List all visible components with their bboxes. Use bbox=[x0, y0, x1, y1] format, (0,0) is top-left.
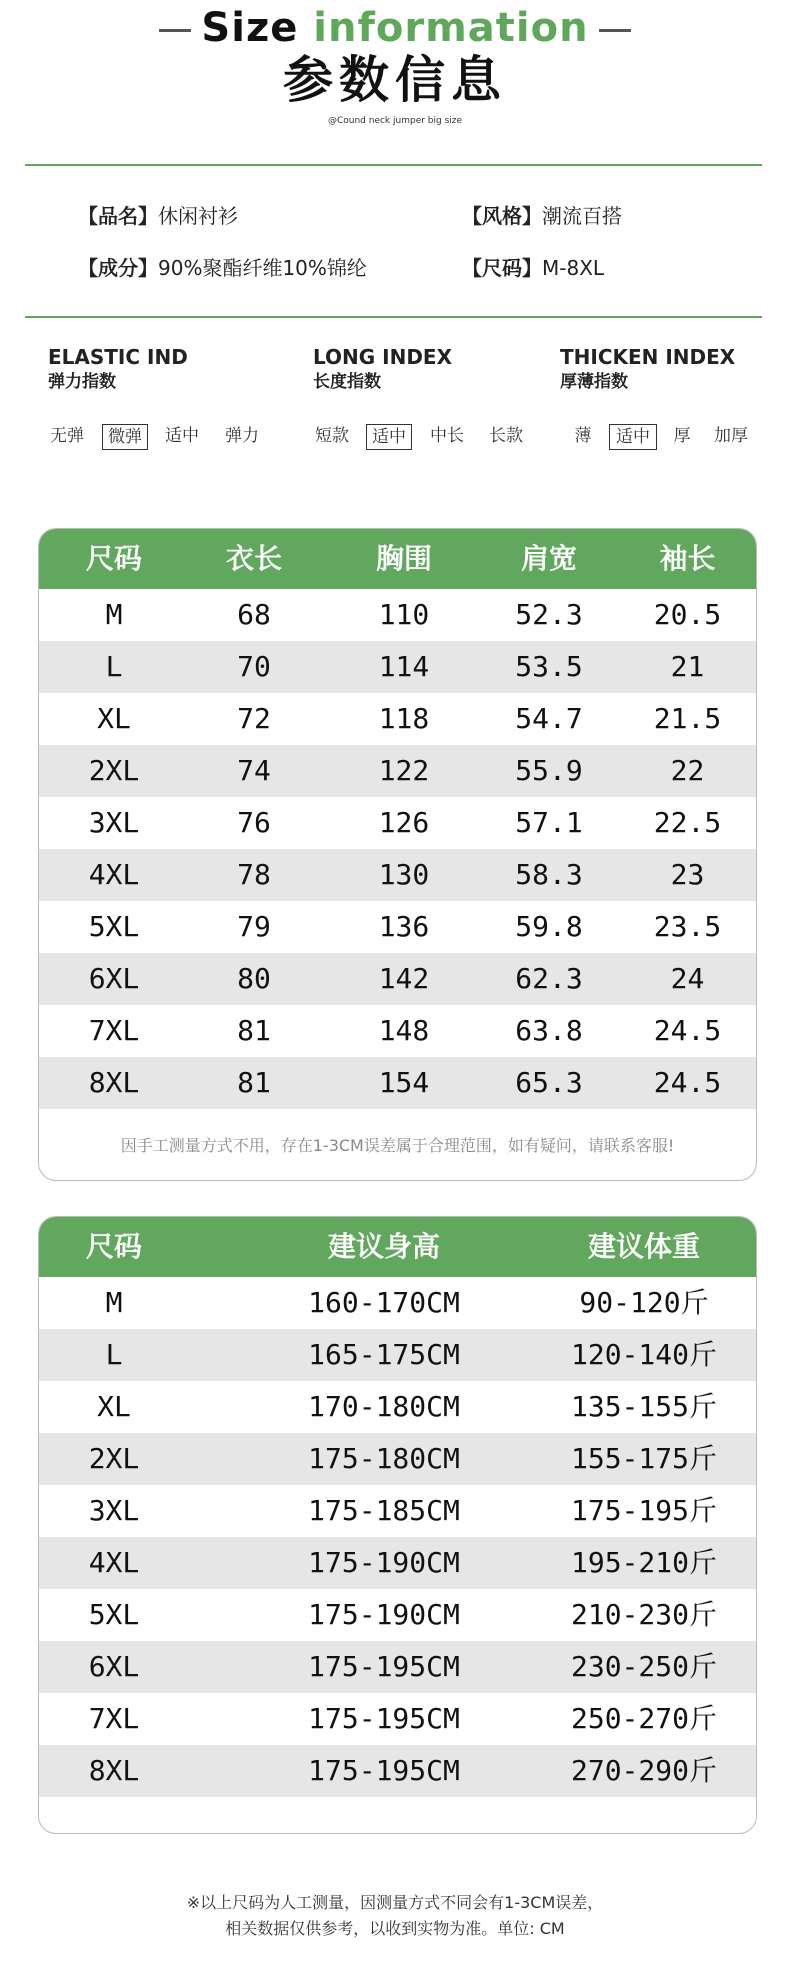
long-option-selected: 适中 bbox=[366, 424, 412, 450]
long-option: 短款 bbox=[315, 426, 349, 446]
weight-cell: 250-270斤 bbox=[570, 1702, 717, 1735]
length-cell: 78 bbox=[237, 858, 271, 891]
shoulder-cell: 59.8 bbox=[515, 910, 583, 943]
header-cell: 肩宽 bbox=[520, 542, 577, 575]
length-cell: 81 bbox=[237, 1014, 271, 1047]
property-name bbox=[78, 203, 238, 229]
sleeve-cell: 24.5 bbox=[653, 1066, 722, 1099]
sleeve-cell: 24 bbox=[670, 962, 705, 995]
title-chinese: 参数信息 bbox=[283, 51, 507, 109]
length-cell: 81 bbox=[237, 1066, 271, 1099]
header-cell: 衣长 bbox=[225, 542, 282, 575]
shoulder-cell: 65.3 bbox=[515, 1066, 583, 1099]
weight-cell: 270-290斤 bbox=[570, 1754, 717, 1787]
thicken-index-title: THICKEN INDEX bbox=[560, 345, 736, 369]
size-cell: 7XL bbox=[88, 1702, 140, 1735]
header-cell: 建议身高 bbox=[327, 1230, 440, 1263]
recommend-table bbox=[38, 1216, 757, 1834]
property-value: 休闲衬衫 bbox=[158, 204, 238, 228]
thicken-option: 厚 bbox=[673, 426, 691, 446]
long-option: 中长 bbox=[430, 426, 464, 446]
table-row bbox=[39, 797, 756, 849]
weight-cell: 135-155斤 bbox=[570, 1390, 717, 1423]
table-row bbox=[39, 1485, 756, 1537]
weight-cell: 230-250斤 bbox=[570, 1650, 717, 1683]
size-cell: M bbox=[105, 1286, 123, 1319]
height-cell: 175-195CM bbox=[308, 1650, 460, 1683]
length-cell: 80 bbox=[237, 962, 271, 995]
sleeve-cell: 23.5 bbox=[653, 910, 722, 943]
size-cell: 6XL bbox=[88, 962, 140, 995]
property-value: M-8XL bbox=[542, 256, 605, 280]
chest-cell: 154 bbox=[378, 1066, 430, 1099]
table-row bbox=[39, 1057, 756, 1109]
table-row bbox=[39, 693, 756, 745]
table-row bbox=[39, 953, 756, 1005]
property-size-range bbox=[462, 255, 604, 281]
long-index-title: LONG INDEX bbox=[313, 345, 453, 369]
page-header bbox=[0, 0, 790, 140]
chest-cell: 110 bbox=[378, 598, 430, 631]
size-cell: XL bbox=[97, 1390, 131, 1423]
chest-cell: 126 bbox=[378, 806, 430, 839]
shoulder-cell: 52.3 bbox=[515, 598, 583, 631]
weight-cell: 195-210斤 bbox=[570, 1546, 717, 1579]
length-cell: 79 bbox=[237, 910, 271, 943]
table-row bbox=[39, 1433, 756, 1485]
recommend-table-body bbox=[39, 1277, 756, 1797]
table-row bbox=[39, 1641, 756, 1693]
size-cell: M bbox=[105, 598, 123, 631]
title-english bbox=[0, 4, 790, 52]
size-cell: L bbox=[105, 1338, 123, 1371]
header-cell: 建议体重 bbox=[587, 1230, 700, 1263]
header-cell: 胸围 bbox=[375, 542, 432, 575]
title-word-information: information bbox=[313, 5, 589, 51]
shoulder-cell: 58.3 bbox=[515, 858, 583, 891]
height-cell: 165-175CM bbox=[308, 1338, 460, 1371]
thicken-index-subtitle: 厚薄指数 bbox=[560, 372, 628, 392]
size-cell: 4XL bbox=[88, 1546, 140, 1579]
chest-cell: 118 bbox=[378, 702, 430, 735]
sleeve-cell: 24.5 bbox=[653, 1014, 722, 1047]
height-cell: 175-195CM bbox=[308, 1754, 460, 1787]
size-table-body bbox=[39, 589, 756, 1109]
chest-cell: 122 bbox=[378, 754, 430, 787]
table-row bbox=[39, 1329, 756, 1381]
table-row bbox=[39, 641, 756, 693]
shoulder-cell: 53.5 bbox=[515, 650, 583, 683]
property-key: 【尺码】 bbox=[462, 256, 542, 280]
length-cell: 76 bbox=[237, 806, 271, 839]
title-word-size: Size bbox=[201, 5, 299, 51]
length-cell: 68 bbox=[237, 598, 271, 631]
footer-note-line1: ※以上尺码为人工测量，因测量方式不同会有1-3CM误差， bbox=[186, 1893, 604, 1912]
table-row bbox=[39, 589, 756, 641]
property-key: 【成分】 bbox=[78, 256, 158, 280]
table-row bbox=[39, 901, 756, 953]
property-key: 【品名】 bbox=[78, 204, 158, 228]
thicken-option: 加厚 bbox=[714, 426, 748, 446]
size-cell: 3XL bbox=[88, 1494, 140, 1527]
shoulder-cell: 57.1 bbox=[515, 806, 583, 839]
shoulder-cell: 55.9 bbox=[515, 754, 583, 787]
sleeve-cell: 23 bbox=[670, 858, 705, 891]
height-cell: 175-190CM bbox=[308, 1546, 460, 1579]
thicken-option-selected: 适中 bbox=[609, 424, 657, 450]
size-cell: 3XL bbox=[88, 806, 140, 839]
shoulder-cell: 54.7 bbox=[515, 702, 583, 735]
size-cell: 8XL bbox=[88, 1066, 140, 1099]
sleeve-cell: 21.5 bbox=[653, 702, 722, 735]
size-cell: 5XL bbox=[88, 910, 140, 943]
elastic-index-subtitle: 弹力指数 bbox=[48, 372, 116, 392]
size-cell: 4XL bbox=[88, 858, 140, 891]
thicken-option: 薄 bbox=[574, 426, 592, 446]
size-table-header bbox=[39, 529, 756, 589]
size-cell: 8XL bbox=[88, 1754, 140, 1787]
recommend-table-header bbox=[39, 1217, 756, 1277]
chest-cell: 148 bbox=[378, 1014, 430, 1047]
weight-cell: 90-120斤 bbox=[579, 1286, 709, 1319]
title-dash-left bbox=[159, 29, 191, 32]
length-cell: 74 bbox=[237, 754, 271, 787]
shoulder-cell: 63.8 bbox=[515, 1014, 583, 1047]
weight-cell: 155-175斤 bbox=[570, 1442, 717, 1475]
header-cell: 尺码 bbox=[85, 1230, 142, 1263]
table-row bbox=[39, 1537, 756, 1589]
property-value: 90%聚酯纤维10%锦纶 bbox=[158, 256, 367, 280]
table-row bbox=[39, 1745, 756, 1797]
chest-cell: 142 bbox=[378, 962, 430, 995]
shoulder-cell: 62.3 bbox=[515, 962, 583, 995]
elastic-option: 无弹 bbox=[50, 426, 84, 446]
title-dash-right bbox=[599, 29, 631, 32]
weight-cell: 175-195斤 bbox=[570, 1494, 717, 1527]
size-cell: XL bbox=[97, 702, 131, 735]
property-value: 潮流百搭 bbox=[542, 204, 622, 228]
size-cell: 5XL bbox=[88, 1598, 140, 1631]
height-cell: 170-180CM bbox=[308, 1390, 460, 1423]
weight-cell: 210-230斤 bbox=[570, 1598, 717, 1631]
table-row bbox=[39, 745, 756, 797]
table-row bbox=[39, 1277, 756, 1329]
property-material bbox=[78, 255, 367, 281]
elastic-option-selected: 微弹 bbox=[102, 424, 148, 450]
height-cell: 175-185CM bbox=[308, 1494, 460, 1527]
chest-cell: 136 bbox=[378, 910, 430, 943]
sleeve-cell: 22 bbox=[670, 754, 705, 787]
long-option: 长款 bbox=[489, 426, 523, 446]
length-cell: 72 bbox=[237, 702, 271, 735]
divider-top bbox=[25, 164, 762, 166]
size-table bbox=[38, 528, 757, 1181]
table-row bbox=[39, 849, 756, 901]
footer-note-line2: 相关数据仅供参考，以收到实物为准。单位: CM bbox=[225, 1919, 565, 1938]
property-key: 【风格】 bbox=[462, 204, 542, 228]
height-cell: 175-180CM bbox=[308, 1442, 460, 1475]
size-cell: L bbox=[105, 650, 123, 683]
elastic-option: 弹力 bbox=[225, 426, 259, 446]
table-row bbox=[39, 1381, 756, 1433]
size-cell: 7XL bbox=[88, 1014, 140, 1047]
table-row bbox=[39, 1693, 756, 1745]
size-table-note: 因手工测量方式不用，存在1-3CM误差属于合理范围，如有疑问，请联系客服! bbox=[120, 1136, 675, 1155]
header-cell: 尺码 bbox=[85, 542, 142, 575]
height-cell: 175-190CM bbox=[308, 1598, 460, 1631]
property-style bbox=[462, 203, 622, 229]
weight-cell: 120-140斤 bbox=[570, 1338, 717, 1371]
height-cell: 160-170CM bbox=[308, 1286, 460, 1319]
sleeve-cell: 21 bbox=[670, 650, 705, 683]
sleeve-cell: 22.5 bbox=[653, 806, 722, 839]
length-cell: 70 bbox=[237, 650, 271, 683]
sleeve-cell: 20.5 bbox=[653, 598, 722, 631]
title-subtitle: @Cound neck jumper big size bbox=[327, 116, 463, 126]
long-index-subtitle: 长度指数 bbox=[313, 372, 381, 392]
elastic-index-title: ELASTIC IND bbox=[48, 345, 188, 369]
table-row bbox=[39, 1589, 756, 1641]
chest-cell: 114 bbox=[378, 650, 430, 683]
table-row bbox=[39, 1005, 756, 1057]
divider-middle bbox=[25, 316, 762, 318]
chest-cell: 130 bbox=[378, 858, 430, 891]
elastic-option: 适中 bbox=[165, 426, 199, 446]
header-cell: 袖长 bbox=[659, 542, 716, 575]
height-cell: 175-195CM bbox=[308, 1702, 460, 1735]
size-cell: 6XL bbox=[88, 1650, 140, 1683]
size-cell: 2XL bbox=[88, 754, 140, 787]
size-cell: 2XL bbox=[88, 1442, 140, 1475]
